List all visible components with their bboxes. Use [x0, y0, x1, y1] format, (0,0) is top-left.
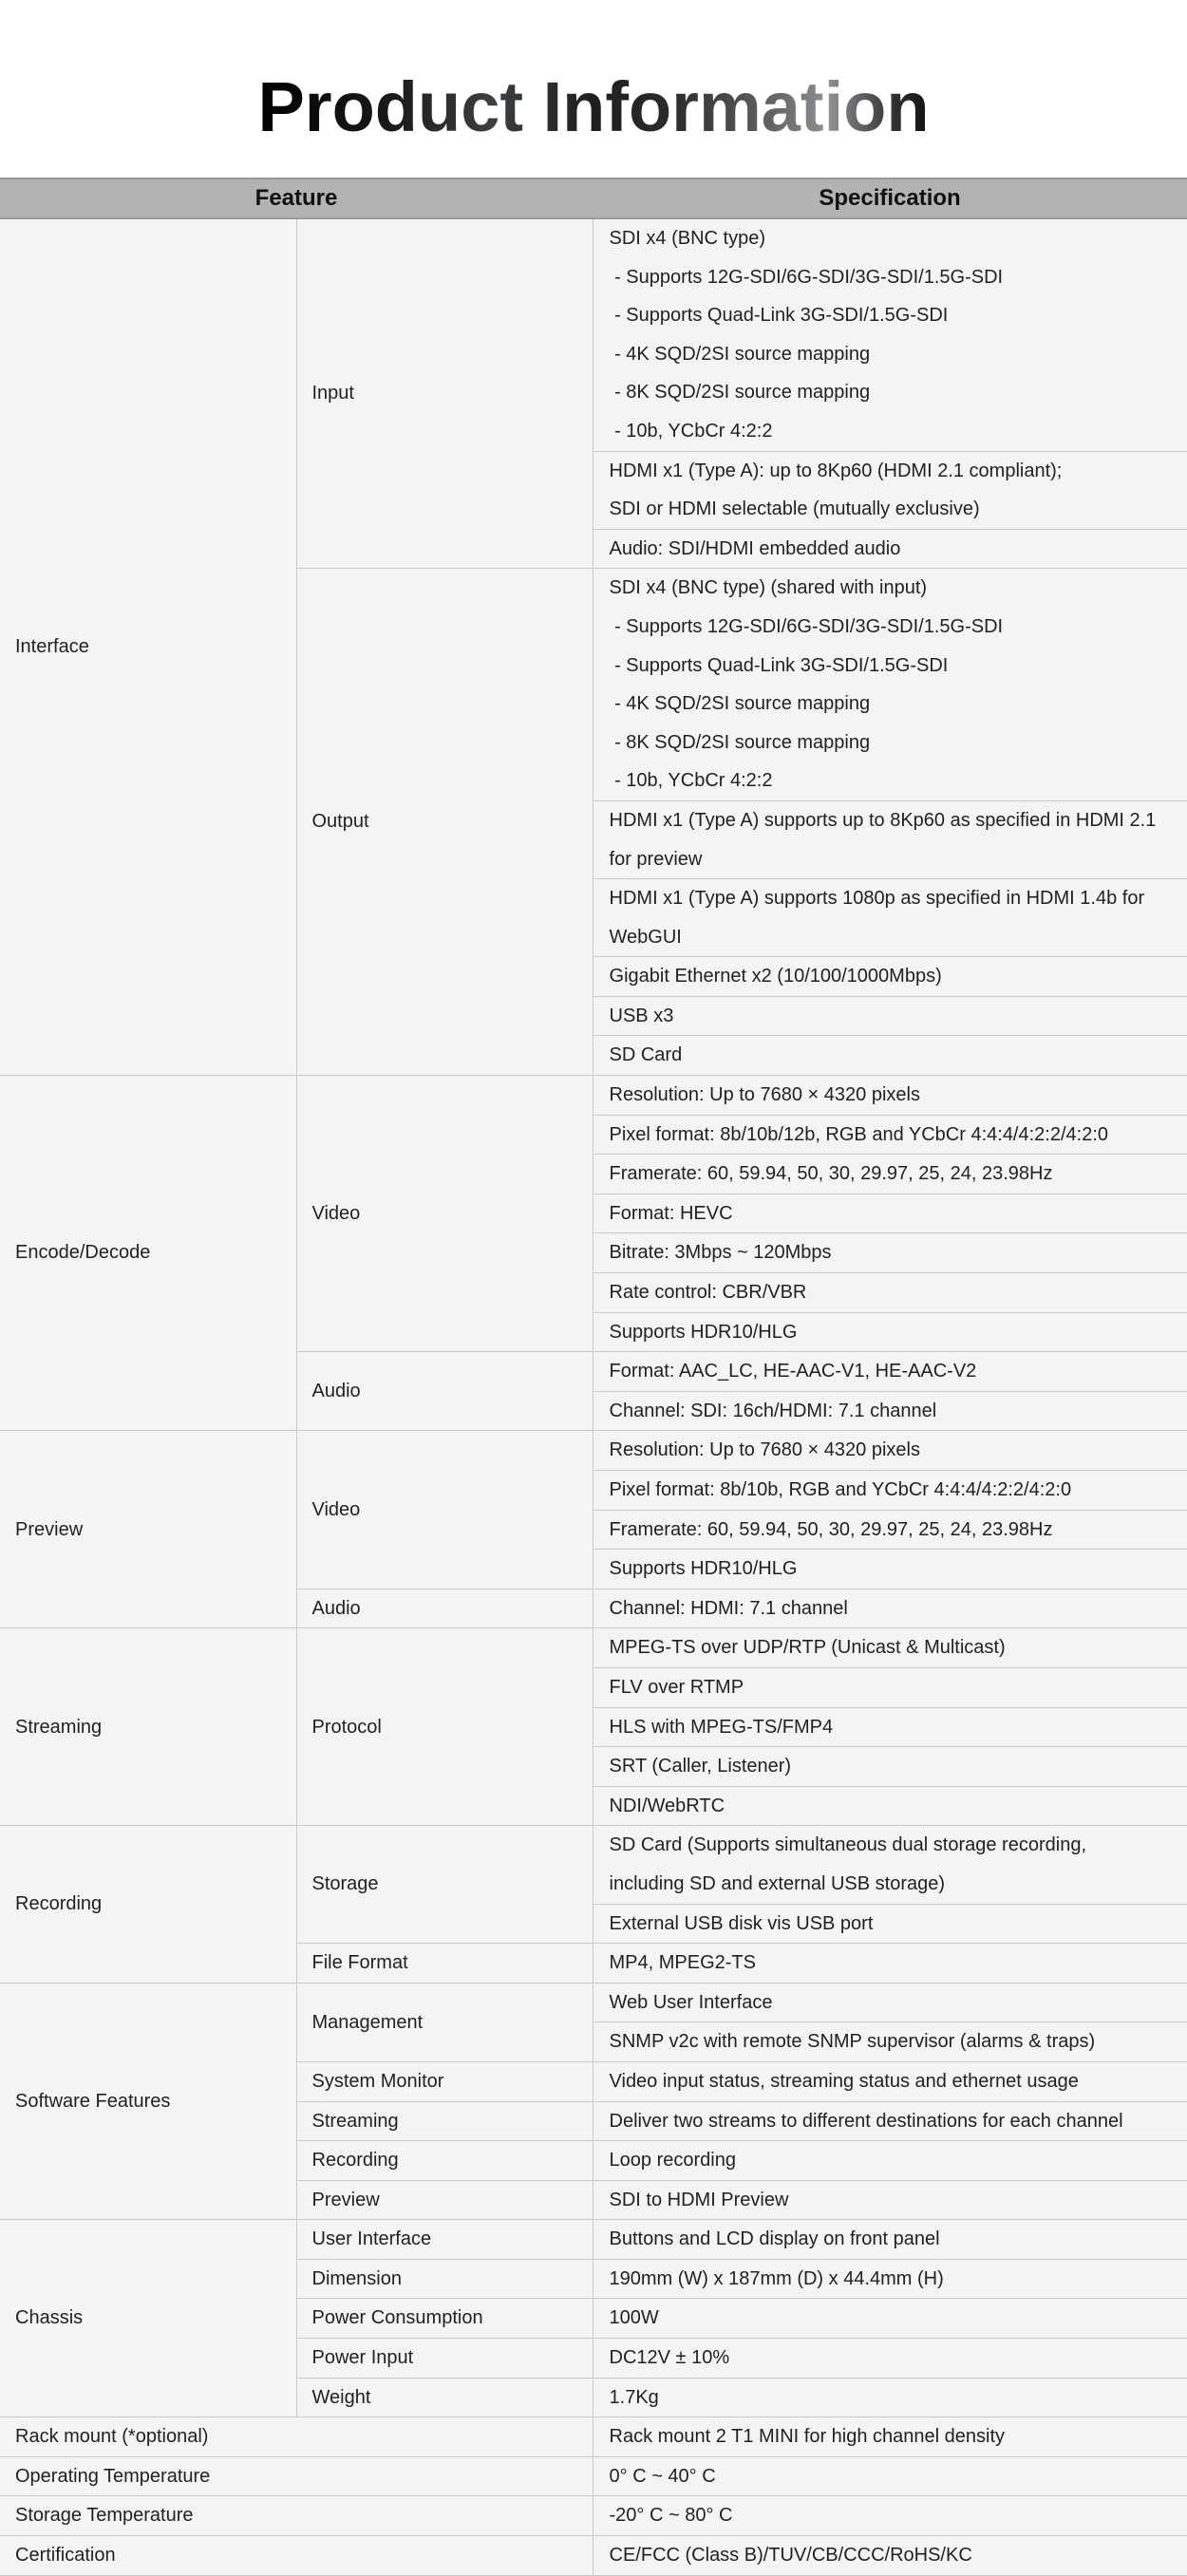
spec-cell [593, 1312, 1187, 1352]
spec-cell [593, 1747, 1187, 1787]
category-label: Chassis [15, 2307, 84, 2329]
spec-line: SDI x4 (BNC type) (shared with input) [609, 577, 928, 599]
subcategory-label: Audio [311, 1597, 361, 1619]
subcategory-label: File Format [311, 1952, 408, 1974]
spec-line: DC12V ± 10% [609, 2347, 730, 2369]
spec-line: NDI/WebRTC [609, 1795, 725, 1816]
spec-cell [593, 879, 1187, 957]
spec-label-cell [0, 2496, 593, 2536]
subcategory-label: Video [311, 1498, 361, 1520]
spec-cell [593, 1391, 1187, 1431]
spec-table-body [0, 218, 1187, 2575]
spec-line: - 10b, YCbCr 4:2:2 [609, 770, 773, 792]
spec-label: Operating Temperature [15, 2465, 211, 2487]
spec-line: for preview [609, 848, 703, 870]
spec-cell [593, 1904, 1187, 1944]
spec-cell [593, 218, 1187, 451]
spec-label: Storage Temperature [15, 2505, 194, 2527]
subcategory-label: Power Consumption [311, 2307, 483, 2329]
spec-line: Loop recording [609, 2150, 736, 2172]
spec-line: - Supports 12G-SDI/6G-SDI/3G-SDI/1.5G-SDI [609, 266, 1004, 288]
spec-cell [593, 451, 1187, 529]
spec-cell [593, 996, 1187, 1036]
subcategory-cell [296, 2220, 593, 2260]
spec-cell [593, 1233, 1187, 1273]
spec-line: Format: HEVC [609, 1202, 733, 1224]
table-row [0, 2496, 1187, 2536]
title-area [0, 0, 1187, 178]
spec-line: - 8K SQD/2SI source mapping [609, 731, 871, 753]
category-label: Recording [15, 1893, 103, 1915]
spec-line: - Supports 12G-SDI/6G-SDI/3G-SDI/1.5G-SDI [609, 615, 1004, 637]
spec-line: Resolution: Up to 7680 × 4320 pixels [609, 1439, 920, 1461]
spec-line: SDI to HDMI Preview [609, 2189, 789, 2210]
subcategory-cell [296, 2259, 593, 2299]
spec-line: - 10b, YCbCr 4:2:2 [609, 420, 773, 442]
spec-cell [593, 957, 1187, 997]
category-label: Preview [15, 1518, 84, 1540]
subcategory-cell [296, 1826, 593, 1944]
subcategory-cell [296, 2378, 593, 2417]
spec-line: USB x3 [609, 1005, 674, 1026]
spec-cell [593, 1076, 1187, 1116]
table-row [0, 2220, 1187, 2260]
spec-label-cell [0, 2536, 593, 2576]
subcategory-label: Power Input [311, 2347, 414, 2369]
category-cell [0, 218, 296, 1076]
spec-line: FLV over RTMP [609, 1676, 744, 1698]
subcategory-label: Output [311, 811, 369, 833]
spec-line: WebGUI [609, 926, 682, 948]
spec-cell [593, 2220, 1187, 2260]
spec-line: HDMI x1 (Type A): up to 8Kp60 (HDMI 2.1 compliant); [609, 460, 1063, 481]
subcategory-cell [296, 2141, 593, 2181]
specification-header: Specification [593, 179, 1187, 218]
spec-line: Pixel format: 8b/10b, RGB and YCbCr 4:4:4/4:2:2/4:2:0 [609, 1479, 1072, 1500]
spec-cell [593, 1510, 1187, 1550]
spec-line: Framerate: 60, 59.94, 50, 30, 29.97, 25, 24, 23.98Hz [609, 1518, 1053, 1540]
subcategory-label: Recording [311, 2150, 399, 2172]
category-cell [0, 1431, 296, 1628]
subcategory-cell [296, 2339, 593, 2379]
spec-line: MP4, MPEG2-TS [609, 1952, 756, 1974]
spec-line: HLS with MPEG-TS/FMP4 [609, 1716, 834, 1738]
spec-line: SDI or HDMI selectable (mutually exclusive) [609, 498, 980, 520]
spec-cell [593, 1352, 1187, 1392]
spec-cell [593, 2259, 1187, 2299]
subcategory-label: Input [311, 383, 354, 404]
spec-line: Supports HDR10/HLG [609, 1558, 798, 1580]
table-row [0, 1826, 1187, 1904]
spec-line: Buttons and LCD display on front panel [609, 2228, 940, 2250]
spec-cell [593, 2496, 1187, 2536]
subcategory-label: Management [311, 2011, 424, 2033]
table-row [0, 1431, 1187, 1471]
table-row [0, 2536, 1187, 2576]
spec-line: Framerate: 60, 59.94, 50, 30, 29.97, 25, 24, 23.98Hz [609, 1163, 1053, 1185]
subcategory-cell [296, 1589, 593, 1628]
subcategory-cell [296, 2299, 593, 2339]
subcategory-cell [296, 569, 593, 1076]
spec-cell [593, 2536, 1187, 2576]
spec-line: 0° C ~ 40° C [609, 2465, 716, 2487]
subcategory-label: Protocol [311, 1716, 382, 1738]
subcategory-label: User Interface [311, 2228, 432, 2250]
spec-cell [593, 800, 1187, 878]
spec-cell [593, 1036, 1187, 1076]
spec-line: 190mm (W) x 187mm (D) x 44.4mm (H) [609, 2267, 944, 2289]
category-cell [0, 1628, 296, 1826]
subcategory-cell [296, 1983, 593, 2061]
subcategory-label: Storage [311, 1873, 379, 1895]
spec-label: Rack mount (*optional) [15, 2426, 209, 2448]
spec-line: SD Card (Supports simultaneous dual storage recording, [609, 1834, 1086, 1856]
category-label: Interface [15, 636, 89, 658]
spec-line: - Supports Quad-Link 3G-SDI/1.5G-SDI [609, 654, 949, 676]
spec-line: - 8K SQD/2SI source mapping [609, 382, 871, 404]
spec-line: External USB disk vis USB port [609, 1912, 874, 1934]
spec-line: SDI x4 (BNC type) [609, 228, 765, 249]
spec-cell [593, 1667, 1187, 1707]
spec-line: Gigabit Ethernet x2 (10/100/1000Mbps) [609, 966, 942, 987]
subcategory-cell [296, 1431, 593, 1589]
spec-cell [593, 1786, 1187, 1826]
spec-line: Channel: HDMI: 7.1 channel [609, 1597, 848, 1619]
spec-cell [593, 2022, 1187, 2062]
category-cell [0, 1826, 296, 1983]
spec-cell [593, 2456, 1187, 2496]
table-row [0, 218, 1187, 451]
spec-line: 1.7Kg [609, 2386, 659, 2408]
spec-line: MPEG-TS over UDP/RTP (Unicast & Multicast) [609, 1637, 1006, 1659]
spec-cell [593, 1471, 1187, 1511]
spec-cell [593, 1826, 1187, 1904]
spec-cell [593, 2141, 1187, 2181]
category-cell [0, 1076, 296, 1431]
spec-cell [593, 1550, 1187, 1589]
spec-line: Video input status, streaming status and ethernet usage [609, 2070, 1079, 2092]
table-header-row [0, 179, 1187, 218]
spec-line: 100W [609, 2307, 659, 2329]
subcategory-label: Audio [311, 1381, 361, 1402]
spec-line: Channel: SDI: 16ch/HDMI: 7.1 channel [609, 1400, 937, 1421]
spec-cell [593, 2299, 1187, 2339]
page-title-text: Product Information [257, 67, 930, 146]
spec-line: -20° C ~ 80° C [609, 2505, 733, 2527]
spec-cell [593, 2180, 1187, 2220]
subcategory-label: Weight [311, 2386, 371, 2408]
spec-line: SNMP v2c with remote SNMP supervisor (alarms & traps) [609, 2031, 1096, 2053]
category-cell [0, 1983, 296, 2220]
subcategory-cell [296, 1944, 593, 1984]
spec-label-cell [0, 2456, 593, 2496]
spec-line: Rack mount 2 T1 MINI for high channel density [609, 2426, 1006, 2448]
spec-cell [593, 2339, 1187, 2379]
table-row [0, 1628, 1187, 1668]
spec-line: Pixel format: 8b/10b/12b, RGB and YCbCr 4:4:4/4:2:2/4:2:0 [609, 1123, 1109, 1145]
subcategory-cell [296, 2061, 593, 2101]
category-label: Streaming [15, 1716, 103, 1738]
spec-cell [593, 2101, 1187, 2141]
subcategory-cell [296, 1628, 593, 1826]
spec-line: HDMI x1 (Type A) supports up to 8Kp60 as specified in HDMI 2.1 [609, 809, 1157, 831]
spec-cell [593, 2061, 1187, 2101]
spec-table [0, 178, 1187, 2576]
spec-cell [593, 1115, 1187, 1155]
table-row [0, 1076, 1187, 1116]
spec-line: Rate control: CBR/VBR [609, 1282, 807, 1304]
spec-cell [593, 2417, 1187, 2457]
spec-line: SRT (Caller, Listener) [609, 1756, 792, 1777]
subcategory-cell [296, 218, 593, 569]
subcategory-cell [296, 2101, 593, 2141]
category-label: Encode/Decode [15, 1242, 151, 1264]
spec-cell [593, 1628, 1187, 1668]
table-row [0, 2456, 1187, 2496]
spec-cell [593, 1431, 1187, 1471]
spec-line: HDMI x1 (Type A) supports 1080p as specified in HDMI 1.4b for [609, 888, 1145, 910]
spec-cell [593, 1944, 1187, 1984]
subcategory-cell [296, 1352, 593, 1431]
spec-line: CE/FCC (Class B)/TUV/CB/CCC/RoHS/KC [609, 2545, 972, 2567]
subcategory-label: Preview [311, 2189, 380, 2210]
subcategory-cell [296, 2180, 593, 2220]
table-row [0, 1983, 1187, 2022]
spec-cell [593, 1273, 1187, 1313]
subcategory-cell [296, 1076, 593, 1352]
spec-line: Audio: SDI/HDMI embedded audio [609, 537, 901, 559]
spec-line: - 4K SQD/2SI source mapping [609, 693, 871, 715]
spec-line: Web User Interface [609, 1991, 773, 2013]
spec-line: Resolution: Up to 7680 × 4320 pixels [609, 1084, 920, 1106]
spec-label: Certification [15, 2545, 116, 2567]
spec-cell [593, 1983, 1187, 2022]
spec-line: - 4K SQD/2SI source mapping [609, 343, 871, 365]
subcategory-label: Streaming [311, 2110, 399, 2132]
spec-cell [593, 1589, 1187, 1628]
feature-header: Feature [0, 179, 593, 218]
spec-cell [593, 2378, 1187, 2417]
spec-line: SD Card [609, 1044, 683, 1066]
spec-line: Format: AAC_LC, HE-AAC-V1, HE-AAC-V2 [609, 1361, 977, 1382]
page-title [0, 65, 1187, 150]
spec-cell [593, 1155, 1187, 1194]
spec-cell [593, 1194, 1187, 1233]
spec-cell [593, 529, 1187, 569]
spec-line: Supports HDR10/HLG [609, 1321, 798, 1343]
subcategory-label: Video [311, 1202, 361, 1224]
spec-label-cell [0, 2417, 593, 2457]
spec-cell [593, 569, 1187, 801]
category-cell [0, 2220, 296, 2417]
subcategory-label: System Monitor [311, 2070, 444, 2092]
spec-cell [593, 1707, 1187, 1747]
spec-line: including SD and external USB storage) [609, 1872, 946, 1894]
spec-line: Bitrate: 3Mbps ~ 120Mbps [609, 1242, 832, 1264]
spec-line: Deliver two streams to different destinations for each channel [609, 2110, 1123, 2132]
subcategory-label: Dimension [311, 2267, 402, 2289]
category-label: Software Features [15, 2090, 171, 2112]
spec-line: - Supports Quad-Link 3G-SDI/1.5G-SDI [609, 305, 949, 327]
table-row [0, 2417, 1187, 2457]
